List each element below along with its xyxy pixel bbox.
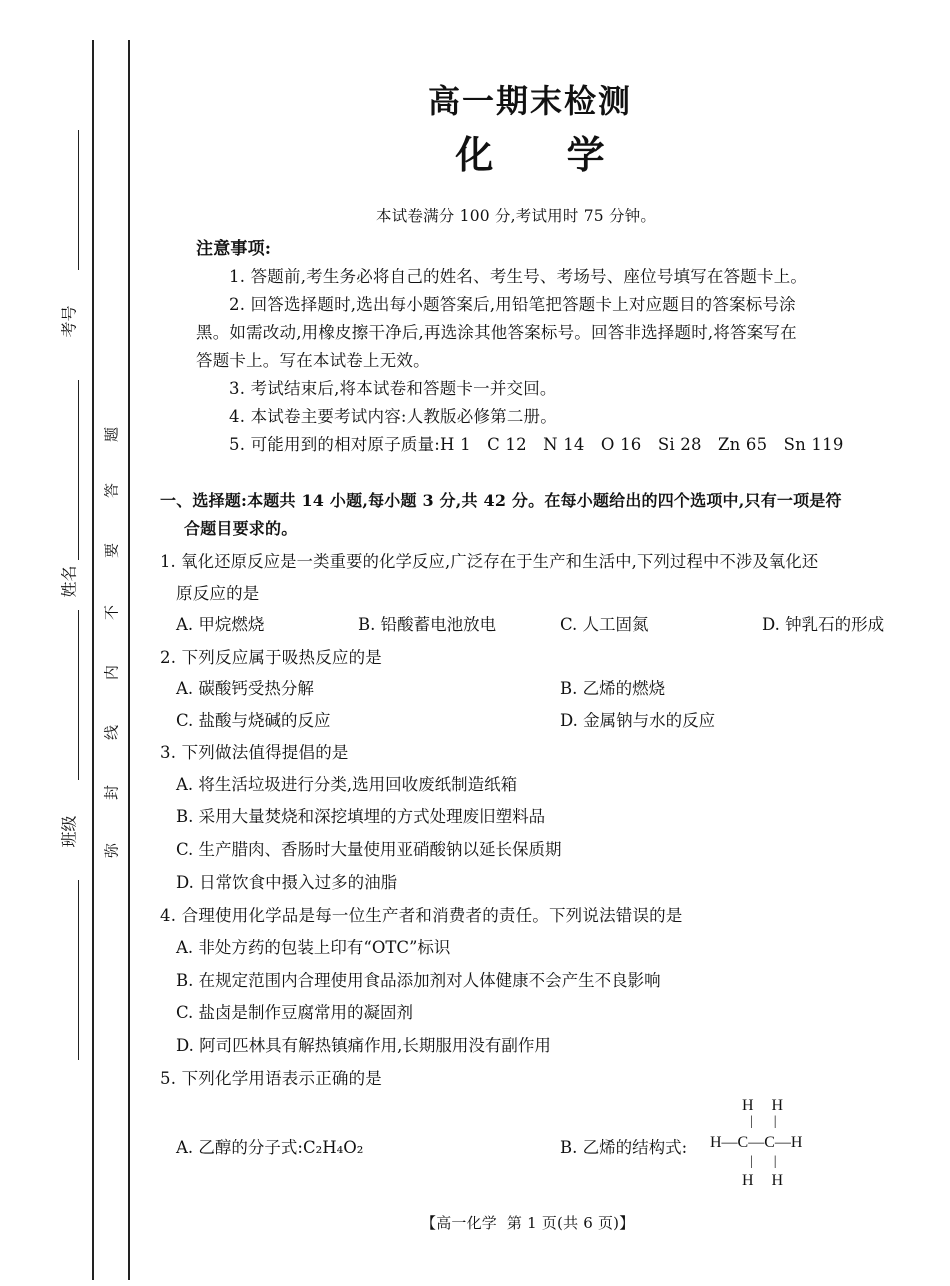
notice-line: 黑。如需改动,用橡皮擦干净后,再选涂其他答案标号。回答非选择题时,将答案写在 [196,323,797,342]
option-a: A. 甲烷燃烧 [176,615,265,634]
option-b: B. 采用大量焚烧和深挖填埋的方式处理废旧塑料品 [176,807,546,826]
structure-bottom-h: H H [742,1172,784,1189]
option-b: B. 乙烯的结构式: [560,1138,688,1157]
banji-blank-line [78,610,79,780]
option-d: D. 日常饮食中摄入过多的油脂 [176,873,398,892]
option-d: D. 钟乳石的形成 [762,615,885,634]
seal-char: 内 [102,665,121,681]
subject-title: 化 学 [455,132,605,177]
option-a: A. 将生活垃圾进行分类,选用回收废纸制造纸箱 [176,775,518,794]
question-stem: 4. 合理使用化学品是每一位生产者和消费者的责任。下列说法错误的是 [160,906,683,925]
question-stem: 5. 下列化学用语表示正确的是 [160,1069,382,1088]
structure-bond-up: | | [750,1114,777,1129]
notice-line: 3. 考试结束后,将本试卷和答题卡一并交回。 [229,379,557,398]
question-stem: 2. 下列反应属于吸热反应的是 [160,648,382,667]
question-stem: 1. 氧化还原反应是一类重要的化学反应,广泛存在于生产和生活中,下列过程中不涉及氧化还 [160,552,819,571]
notice-heading: 注意事项: [196,239,272,259]
seal-char: 弥 [102,843,121,859]
structure-top-h: H H [742,1097,784,1114]
notice-line: 2. 回答选择题时,选出每小题答案后,用铅笔把答题卡上对应题目的答案标号涂 [229,295,796,314]
option-c: C. 人工固氮 [560,615,649,634]
seal-char: 不 [102,605,121,621]
banji-label: 班级 [59,815,79,848]
option-c: C. 生产腊肉、香肠时大量使用亚硝酸钠以延长保质期 [176,840,562,859]
xingming-label: 姓名 [59,565,79,598]
section-heading: 一、选择题:本题共 14 小题,每小题 3 分,共 42 分。在每小题给出的四个选项中,只有一项是符 [160,491,842,510]
notice-line: 答题卡上。写在本试卷上无效。 [196,351,430,370]
notice-line: 1. 答题前,考生务必将自己的姓名、考生号、考场号、座位号填写在答题卡上。 [229,267,808,286]
option-b: B. 乙烯的燃烧 [560,679,666,698]
page-footer: 【高一化学 第 1 页(共 6 页)】 [421,1214,635,1232]
option-b: B. 在规定范围内合理使用食品添加剂对人体健康不会产生不良影响 [176,971,661,990]
option-a: A. 乙醇的分子式:C₂H₄O₂ [176,1138,364,1157]
seal-char: 封 [102,785,121,801]
notice-line: 4. 本试卷主要考试内容:人教版必修第二册。 [229,407,557,426]
notice-line: 5. 可能用到的相对原子质量:H 1 C 12 N 14 O 16 Si 28 Zn 65 Sn 119 [229,435,844,454]
exam-meta: 本试卷满分 100 分,考试用时 75 分钟。 [376,207,657,225]
option-c: C. 盐酸与烧碱的反应 [176,711,331,730]
option-a: A. 碳酸钙受热分解 [176,679,314,698]
seal-char: 线 [102,725,121,741]
xingming-blank-line [78,380,79,560]
seal-char: 要 [102,543,121,559]
structure-bond-down: | | [750,1154,777,1169]
seal-char: 答 [102,483,121,499]
page-title: 高一期末检测 [427,82,632,120]
kaohao-label: 考号 [59,305,79,338]
margin-line-outer [92,40,94,1280]
option-c: C. 盐卤是制作豆腐常用的凝固剂 [176,1003,414,1022]
option-d: D. 金属钠与水的反应 [560,711,716,730]
seal-char: 题 [102,427,121,443]
option-d: D. 阿司匹林具有解热镇痛作用,长期服用没有副作用 [176,1036,551,1055]
structure-main: H—C—C—H [710,1134,803,1151]
extra-blank-line [78,880,79,1060]
section-heading-cont: 合题目要求的。 [184,519,298,538]
option-a: A. 非处方药的包装上印有“OTC”标识 [176,938,451,957]
option-b: B. 铅酸蓄电池放电 [358,615,497,634]
question-stem: 3. 下列做法值得提倡的是 [160,743,349,762]
question-stem-cont: 原反应的是 [176,584,260,603]
margin-line-inner [128,40,130,1280]
